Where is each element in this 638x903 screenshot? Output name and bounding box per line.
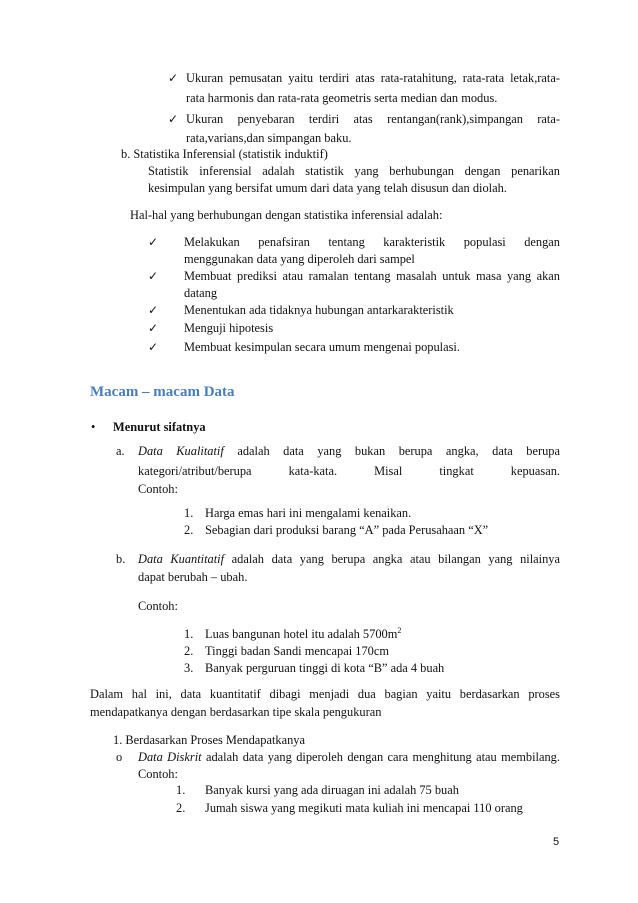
checkmark-icon: ✓ [148, 269, 159, 283]
contoh-label: Contoh: [138, 599, 178, 613]
example-text: Jumah siswa yang megikuti mata kuliah ini mencapai 110 orang [205, 801, 523, 815]
kualitatif-line2: kategori/atribut/berupa kata-kata. Misal tingkat kepuasan. [138, 464, 560, 478]
example-text [205, 626, 401, 642]
kuantitatif-rest: adalah data yang berupa angka atau bilangan yang nilainya [231, 552, 560, 566]
kuantitatif-term: Data Kuantitatif [138, 552, 225, 566]
contoh-label: Contoh: [138, 482, 178, 496]
inferential-item-line: Membuat kesimpulan secara umum mengenai populasi. [184, 340, 460, 354]
inferential-item-line: Membuat prediksi atau ramalan tentang masalah untuk masa yang akan [184, 269, 560, 283]
section-b-line: Statistik inferensial adalah statistik yang berhubungan dengan penarikan [148, 164, 560, 178]
example-text: Tinggi badan Sandi mencapai 170cm [205, 644, 389, 658]
example-num: 2. [176, 801, 186, 815]
example-num: 2. [184, 644, 194, 658]
inferential-item-line: menggunakan data yang diperoleh dari sampel [184, 252, 415, 266]
bullet-circle: o [116, 750, 123, 764]
bullet-line: rata,varians,dan simpangan baku. [186, 131, 352, 145]
inferential-item-line: datang [184, 286, 218, 300]
paragraph-line: Dalam hal ini, data kuantitatif dibagi menjadi dua bagian yaitu berdasarkan proses [90, 687, 560, 701]
page-number: 5 [553, 836, 560, 848]
kualitatif-term: Data Kualitatif [138, 444, 224, 458]
kuantitatif-line [138, 551, 560, 567]
checkmark-icon: ✓ [168, 71, 179, 85]
diskrit-line [138, 749, 560, 765]
checkmark-icon: ✓ [148, 303, 159, 317]
checkmark-icon: ✓ [148, 340, 159, 354]
inferential-item-line: Menguji hipotesis [184, 321, 274, 335]
bullet-line: Ukuran pemusatan yaitu terdiri atas rata-ratahitung, rata-rata letak,rata- [186, 71, 560, 85]
section-b-line: kesimpulan yang bersifat umum dari data yang telah disusun dan diolah. [148, 181, 507, 195]
bullet-line: Ukuran penyebaran terdiri atas rentangan(rank),simpangan rata- [186, 112, 560, 126]
checkmark-icon: ✓ [148, 321, 159, 335]
contoh-label: Contoh: [138, 767, 178, 781]
paragraph-line: mendapatkanya dengan berdasarkan tipe skala pengukuran [90, 705, 382, 719]
example-text: Harga emas hari ini mengalami kenaikan. [205, 506, 412, 520]
example-text: Banyak perguruan tinggi di kota “B” ada 4 buah [205, 661, 445, 675]
item-letter: b. [116, 552, 126, 566]
numbered-heading: 1. Berdasarkan Proses Mendapatkanya [113, 733, 305, 747]
checkmark-icon: ✓ [168, 112, 179, 126]
inferential-item-line: Melakukan penafsiran tentang karakteristik populasi dengan [184, 235, 560, 249]
item-letter: a. [116, 444, 125, 458]
section-heading: Macam – macam Data [90, 384, 235, 400]
example-num: 2. [184, 523, 194, 537]
example-text: Banyak kursi yang ada diruagan ini adalah 75 buah [205, 783, 459, 797]
checkmark-icon: ✓ [148, 235, 159, 249]
example-num: 3. [184, 661, 194, 675]
superscript: 2 [397, 625, 402, 635]
section-b-title: b. Statistika Inferensial (statistik induktif) [121, 147, 328, 161]
bullet-line: rata harmonis dan rata-rata geometris serta median dan modus. [186, 91, 498, 105]
example-num: 1. [176, 783, 186, 797]
kuantitatif-line2: dapat berubah – ubah. [138, 570, 248, 584]
example-text-main: Luas bangunan hotel itu adalah 5700m [205, 627, 398, 641]
example-num: 1. [184, 506, 194, 520]
diskrit-term: Data Diskrit [138, 750, 202, 764]
example-num: 1. [184, 627, 194, 641]
kualitatif-rest: adalah data yang bukan berupa angka, data berupa [237, 444, 560, 458]
kualitatif-line [138, 443, 560, 459]
diskrit-rest: adalah data yang diperoleh dengan cara menghitung atau membilang. [205, 750, 560, 764]
inferential-intro: Hal-hal yang berhubungan dengan statistika inferensial adalah: [130, 208, 443, 222]
example-text: Sebagian dari produksi barang “A” pada Perusahaan “X” [205, 523, 489, 537]
inferential-item-line: Menentukan ada tidaknya hubungan antarkarakteristik [184, 303, 454, 317]
subheading: Menurut sifatnya [113, 420, 206, 434]
bullet-dot: • [91, 420, 96, 434]
